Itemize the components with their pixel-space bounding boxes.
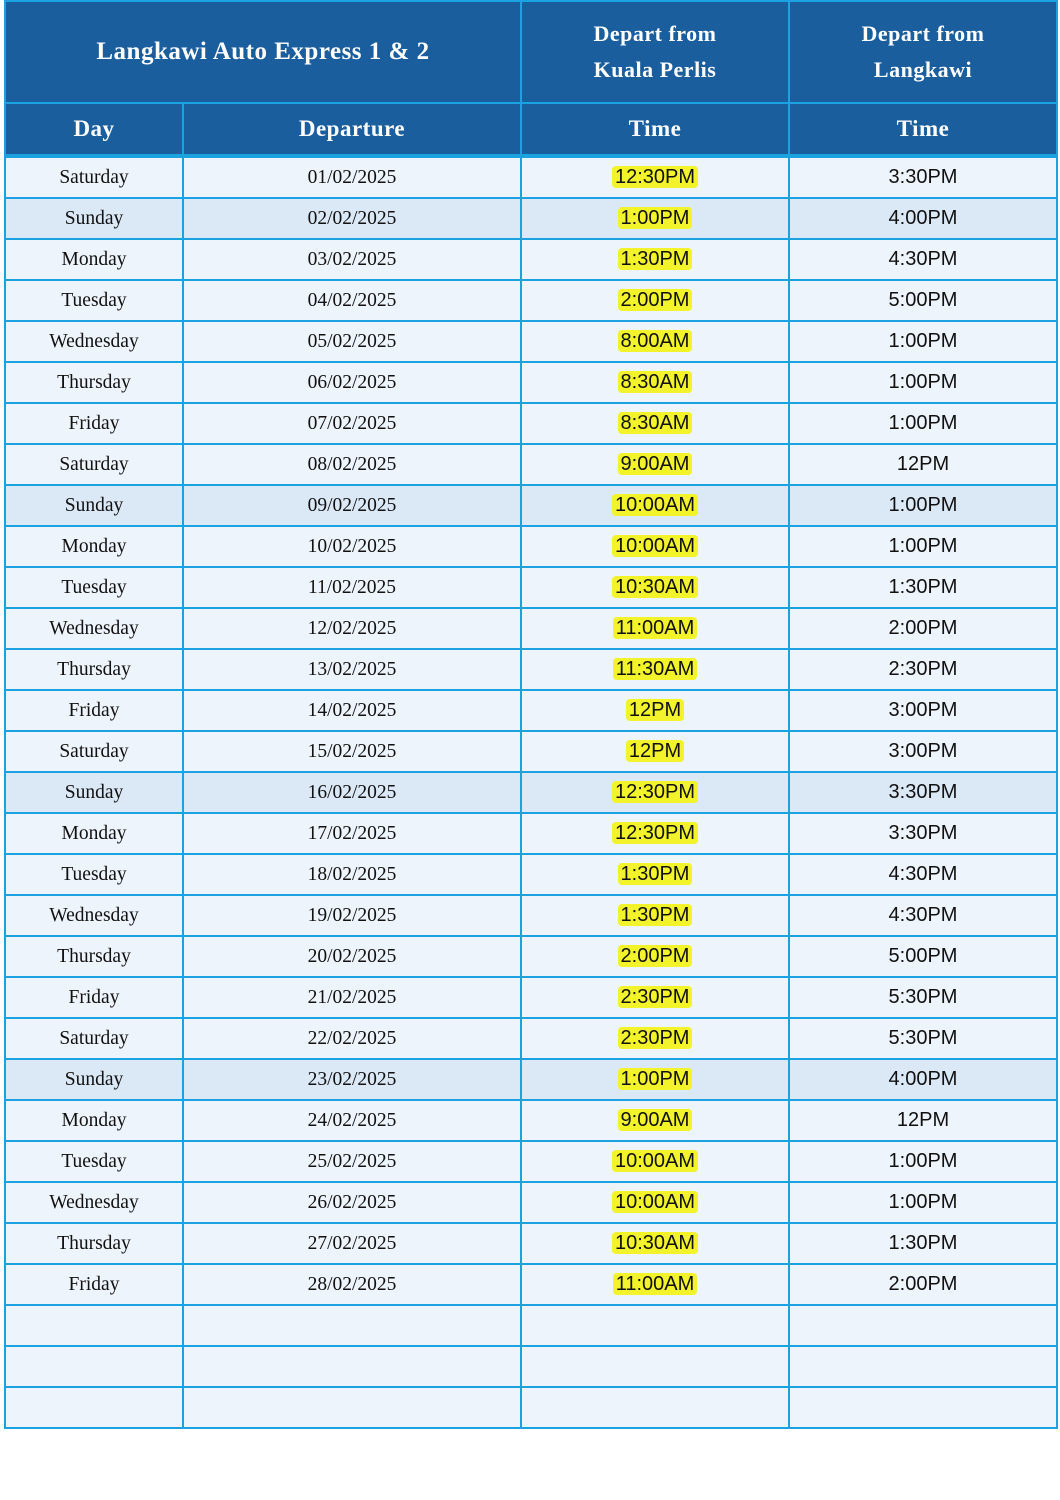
schedule-sheet: [4, 0, 1056, 1429]
table-row: [5, 444, 1057, 485]
kuala-perlis-header: [521, 1, 789, 103]
service-title: Langkawi Auto Express 1 & 2: [5, 1, 521, 103]
kuala-perlis-time-cell: [521, 321, 789, 362]
departure-date-cell: 13/02/2025: [183, 649, 521, 690]
departure-date-cell: 25/02/2025: [183, 1141, 521, 1182]
highlighted-time: 10:00AM: [612, 1191, 698, 1213]
langkawi-time-cell: 5:30PM: [789, 1018, 1057, 1059]
langkawi-time-cell: 5:00PM: [789, 936, 1057, 977]
kuala-perlis-time-cell: [521, 895, 789, 936]
kuala-perlis-time-cell: [521, 444, 789, 485]
kuala-perlis-time-cell: [521, 1264, 789, 1305]
kuala-perlis-time-cell: [521, 731, 789, 772]
highlighted-time: 2:00PM: [618, 945, 693, 967]
departure-date-cell: 22/02/2025: [183, 1018, 521, 1059]
table-row: [5, 1305, 1057, 1346]
departure-date-cell: [183, 1346, 521, 1387]
departure-date-cell: 27/02/2025: [183, 1223, 521, 1264]
table-row: [5, 977, 1057, 1018]
table-row: [5, 567, 1057, 608]
kuala-perlis-time-cell: [521, 1305, 789, 1346]
kuala-perlis-time-cell: [521, 977, 789, 1018]
day-cell: Saturday: [5, 156, 183, 198]
highlighted-time: 2:00PM: [618, 289, 693, 311]
highlighted-time: 1:00PM: [618, 207, 693, 229]
langkawi-time-cell: 4:00PM: [789, 198, 1057, 239]
day-cell: Sunday: [5, 198, 183, 239]
kuala-perlis-time-cell: [521, 1387, 789, 1428]
langkawi-header-line2: Langkawi: [873, 57, 973, 82]
highlighted-time: 11:00AM: [613, 1273, 698, 1295]
table-row: [5, 1182, 1057, 1223]
departure-date-cell: 21/02/2025: [183, 977, 521, 1018]
departure-date-cell: 24/02/2025: [183, 1100, 521, 1141]
langkawi-time-cell: [789, 1346, 1057, 1387]
table-row: [5, 895, 1057, 936]
day-cell: Friday: [5, 1264, 183, 1305]
highlighted-time: 2:30PM: [618, 986, 693, 1008]
langkawi-time-cell: 3:00PM: [789, 731, 1057, 772]
table-row: [5, 198, 1057, 239]
departure-date-cell: 16/02/2025: [183, 772, 521, 813]
table-row: [5, 280, 1057, 321]
highlighted-time: 10:30AM: [612, 576, 698, 598]
highlighted-time: 10:30AM: [612, 1232, 698, 1254]
day-cell: [5, 1346, 183, 1387]
highlighted-time: 10:00AM: [612, 535, 698, 557]
table-row: [5, 1387, 1057, 1428]
day-cell: Saturday: [5, 444, 183, 485]
kuala-perlis-header-line1: Depart from: [593, 21, 717, 46]
kuala-perlis-time-cell: [521, 608, 789, 649]
langkawi-time-cell: 4:30PM: [789, 239, 1057, 280]
langkawi-header: [789, 1, 1057, 103]
day-cell: Wednesday: [5, 321, 183, 362]
highlighted-time: 10:00AM: [612, 1150, 698, 1172]
highlighted-time: 1:30PM: [618, 248, 693, 270]
kuala-perlis-time-cell: [521, 1182, 789, 1223]
day-cell: Sunday: [5, 1059, 183, 1100]
departure-date-cell: 01/02/2025: [183, 156, 521, 198]
departure-date-cell: 28/02/2025: [183, 1264, 521, 1305]
table-row: [5, 321, 1057, 362]
highlighted-time: 12:30PM: [612, 166, 698, 188]
departure-date-cell: 02/02/2025: [183, 198, 521, 239]
langkawi-time-cell: 1:00PM: [789, 1141, 1057, 1182]
highlighted-time: 9:00AM: [618, 453, 693, 475]
departure-column-header: Departure: [183, 103, 521, 156]
highlighted-time: 12:30PM: [612, 822, 698, 844]
table-row: [5, 156, 1057, 198]
highlighted-time: 11:30AM: [613, 658, 698, 680]
departure-date-cell: 23/02/2025: [183, 1059, 521, 1100]
kuala-perlis-time-cell: [521, 1100, 789, 1141]
table-row: [5, 1264, 1057, 1305]
day-cell: Wednesday: [5, 608, 183, 649]
departure-date-cell: 08/02/2025: [183, 444, 521, 485]
kuala-perlis-time-cell: [521, 1346, 789, 1387]
table-row: [5, 362, 1057, 403]
departure-date-cell: 14/02/2025: [183, 690, 521, 731]
table-row: [5, 772, 1057, 813]
highlighted-time: 12:30PM: [612, 781, 698, 803]
departure-date-cell: 20/02/2025: [183, 936, 521, 977]
table-row: [5, 608, 1057, 649]
day-cell: Monday: [5, 813, 183, 854]
table-row: [5, 1223, 1057, 1264]
langkawi-time-cell: 5:00PM: [789, 280, 1057, 321]
day-cell: Friday: [5, 977, 183, 1018]
departure-date-cell: 06/02/2025: [183, 362, 521, 403]
day-cell: Saturday: [5, 1018, 183, 1059]
header-row-top: [5, 1, 1057, 103]
highlighted-time: 2:30PM: [618, 1027, 693, 1049]
day-cell: Tuesday: [5, 567, 183, 608]
table-row: [5, 1346, 1057, 1387]
table-row: [5, 690, 1057, 731]
departure-date-cell: [183, 1387, 521, 1428]
departure-date-cell: 15/02/2025: [183, 731, 521, 772]
langkawi-time-cell: 5:30PM: [789, 977, 1057, 1018]
table-row: [5, 1059, 1057, 1100]
kuala-perlis-time-cell: [521, 854, 789, 895]
kuala-perlis-time-cell: [521, 1059, 789, 1100]
kuala-perlis-time-cell: [521, 936, 789, 977]
highlighted-time: 8:30AM: [618, 412, 693, 434]
kuala-perlis-time-cell: [521, 280, 789, 321]
langkawi-header-line1: Depart from: [861, 21, 985, 46]
day-cell: [5, 1305, 183, 1346]
kuala-perlis-time-cell: [521, 198, 789, 239]
langkawi-time-cell: 12PM: [789, 444, 1057, 485]
schedule-body: [5, 156, 1057, 1428]
departure-date-cell: 05/02/2025: [183, 321, 521, 362]
departure-date-cell: 07/02/2025: [183, 403, 521, 444]
langkawi-time-cell: 12PM: [789, 1100, 1057, 1141]
kuala-perlis-time-cell: [521, 649, 789, 690]
day-cell: Sunday: [5, 772, 183, 813]
highlighted-time: 1:00PM: [618, 1068, 693, 1090]
table-row: [5, 485, 1057, 526]
day-cell: Tuesday: [5, 280, 183, 321]
day-cell: Monday: [5, 526, 183, 567]
kuala-perlis-time-cell: [521, 1141, 789, 1182]
langkawi-time-cell: 1:00PM: [789, 526, 1057, 567]
highlighted-time: 8:30AM: [618, 371, 693, 393]
langkawi-time-cell: 3:30PM: [789, 156, 1057, 198]
highlighted-time: 1:30PM: [618, 863, 693, 885]
day-cell: Thursday: [5, 649, 183, 690]
kuala-perlis-time-cell: [521, 526, 789, 567]
kuala-perlis-time-cell: [521, 690, 789, 731]
day-cell: Thursday: [5, 362, 183, 403]
departure-date-cell: 12/02/2025: [183, 608, 521, 649]
departure-date-cell: 26/02/2025: [183, 1182, 521, 1223]
table-row: [5, 403, 1057, 444]
day-cell: Wednesday: [5, 895, 183, 936]
day-cell: Monday: [5, 1100, 183, 1141]
kuala-perlis-time-cell: [521, 403, 789, 444]
langkawi-time-cell: 1:00PM: [789, 1182, 1057, 1223]
table-row: [5, 936, 1057, 977]
departure-date-cell: 10/02/2025: [183, 526, 521, 567]
highlighted-time: 10:00AM: [612, 494, 698, 516]
langkawi-time-cell: 1:00PM: [789, 485, 1057, 526]
kuala-perlis-header-line2: Kuala Perlis: [593, 57, 717, 82]
langkawi-time-cell: [789, 1387, 1057, 1428]
langkawi-time-cell: 1:00PM: [789, 362, 1057, 403]
departure-date-cell: [183, 1305, 521, 1346]
table-row: [5, 1018, 1057, 1059]
kuala-perlis-time-cell: [521, 772, 789, 813]
langkawi-time-cell: 4:30PM: [789, 854, 1057, 895]
kuala-perlis-time-cell: [521, 485, 789, 526]
day-cell: Thursday: [5, 1223, 183, 1264]
header-row-columns: [5, 103, 1057, 156]
day-cell: Tuesday: [5, 854, 183, 895]
table-row: [5, 731, 1057, 772]
highlighted-time: 9:00AM: [618, 1109, 693, 1131]
langkawi-time-cell: 2:00PM: [789, 608, 1057, 649]
table-row: [5, 1141, 1057, 1182]
day-cell: Thursday: [5, 936, 183, 977]
ferry-schedule-table: [4, 0, 1058, 1429]
departure-date-cell: 18/02/2025: [183, 854, 521, 895]
day-cell: Tuesday: [5, 1141, 183, 1182]
langkawi-time-cell: 4:00PM: [789, 1059, 1057, 1100]
kuala-perlis-time-cell: [521, 156, 789, 198]
day-cell: Monday: [5, 239, 183, 280]
langkawi-time-cell: 3:30PM: [789, 772, 1057, 813]
day-cell: Sunday: [5, 485, 183, 526]
departure-date-cell: 09/02/2025: [183, 485, 521, 526]
highlighted-time: 8:00AM: [618, 330, 693, 352]
departure-date-cell: 04/02/2025: [183, 280, 521, 321]
highlighted-time: 11:00AM: [613, 617, 698, 639]
kuala-perlis-time-cell: [521, 1223, 789, 1264]
langkawi-time-cell: 2:30PM: [789, 649, 1057, 690]
langkawi-time-cell: 1:00PM: [789, 321, 1057, 362]
langkawi-time-cell: 4:30PM: [789, 895, 1057, 936]
table-header: [5, 1, 1057, 156]
kuala-perlis-time-cell: [521, 813, 789, 854]
kuala-perlis-time-cell: [521, 362, 789, 403]
highlighted-time: 12PM: [626, 740, 684, 762]
langkawi-time-cell: 3:00PM: [789, 690, 1057, 731]
day-column-header: Day: [5, 103, 183, 156]
day-cell: Wednesday: [5, 1182, 183, 1223]
highlighted-time: 1:30PM: [618, 904, 693, 926]
day-cell: Friday: [5, 690, 183, 731]
langkawi-time-cell: 1:30PM: [789, 1223, 1057, 1264]
table-row: [5, 649, 1057, 690]
highlighted-time: 12PM: [626, 699, 684, 721]
langkawi-time-cell: 1:30PM: [789, 567, 1057, 608]
kuala-perlis-time-cell: [521, 1018, 789, 1059]
langkawi-time-cell: 2:00PM: [789, 1264, 1057, 1305]
table-row: [5, 813, 1057, 854]
kuala-perlis-time-cell: [521, 239, 789, 280]
langkawi-time-cell: 3:30PM: [789, 813, 1057, 854]
departure-date-cell: 19/02/2025: [183, 895, 521, 936]
table-row: [5, 854, 1057, 895]
table-row: [5, 526, 1057, 567]
table-row: [5, 239, 1057, 280]
day-cell: Friday: [5, 403, 183, 444]
departure-date-cell: 03/02/2025: [183, 239, 521, 280]
day-cell: [5, 1387, 183, 1428]
day-cell: Saturday: [5, 731, 183, 772]
kuala-perlis-time-cell: [521, 567, 789, 608]
langkawi-time-cell: [789, 1305, 1057, 1346]
table-row: [5, 1100, 1057, 1141]
departure-date-cell: 11/02/2025: [183, 567, 521, 608]
langkawi-time-column-header: Time: [789, 103, 1057, 156]
kuala-perlis-time-column-header: Time: [521, 103, 789, 156]
langkawi-time-cell: 1:00PM: [789, 403, 1057, 444]
departure-date-cell: 17/02/2025: [183, 813, 521, 854]
